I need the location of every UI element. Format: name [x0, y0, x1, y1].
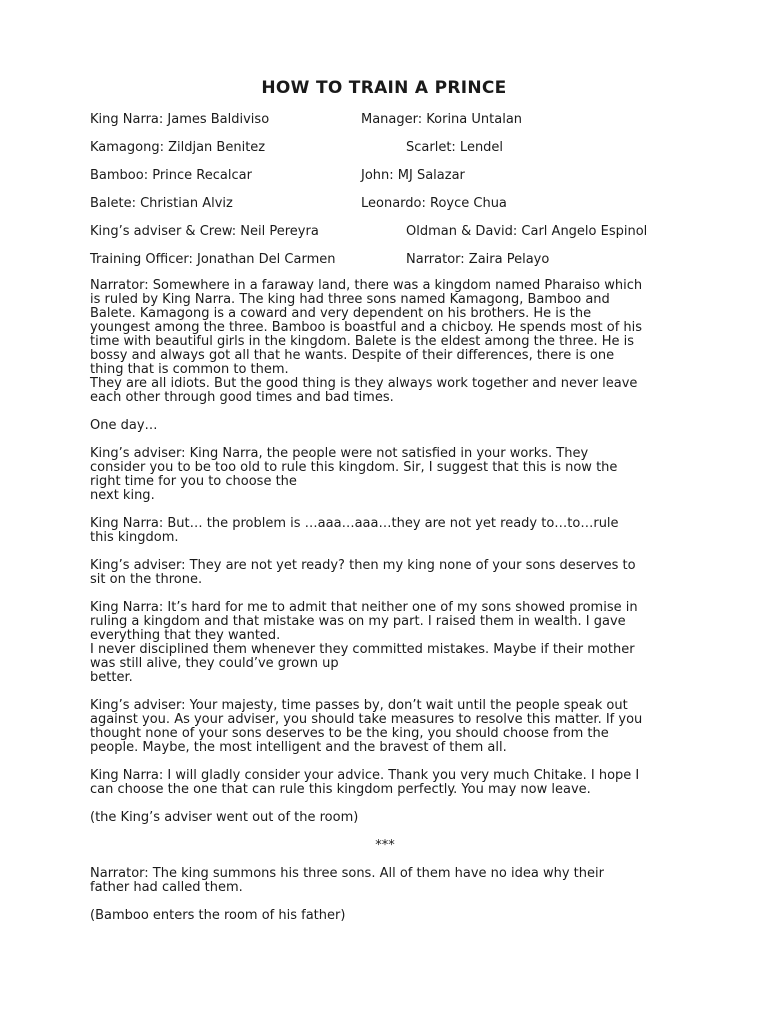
- cast-entry: Manager: Korina Untalan: [361, 112, 523, 127]
- script-line: Narrator: Somewhere in a faraway land, there was a kingdom named Pharaiso which: [90, 278, 643, 293]
- script-line: each other through good times and bad times.: [90, 390, 394, 405]
- script-paragraph: [90, 279, 690, 405]
- script-line: I never disciplined them whenever they committed mistakes. Maybe if their mother: [90, 642, 635, 657]
- cast-entry: John: MJ Salazar: [361, 168, 465, 183]
- script-line: ruling a kingdom and that mistake was on my part. I raised them in wealth. I gave: [90, 614, 626, 629]
- script-line: time with beautiful girls in the kingdom. Balete is the eldest among the three. He is: [90, 334, 635, 349]
- cast-entry: King’s adviser & Crew: Neil Pereyra: [90, 224, 319, 239]
- script-line: bossy and always got all that he wants. Despite of their differences, there is one: [90, 348, 615, 363]
- script-paragraph: [90, 447, 690, 503]
- script-paragraph: [90, 699, 690, 755]
- script-line: thought none of your sons deserves to be the king, you should choose from the: [90, 726, 609, 741]
- cast-entry: Scarlet: Lendel: [406, 140, 504, 155]
- script-line: sit on the throne.: [90, 572, 203, 587]
- script-paragraph: [80, 839, 690, 853]
- cast-entry: Kamagong: Zildjan Benitez: [90, 140, 266, 155]
- script-line: right time for you to choose the: [90, 474, 297, 489]
- script-line: They are all idiots. But the good thing is they always work together and never leave: [90, 376, 638, 391]
- script-paragraph: [90, 811, 690, 825]
- script-line: King’s adviser: Your majesty, time passes by, don’t wait until the people speak out: [90, 698, 628, 713]
- script-line: youngest among the three. Bamboo is boastful and a chicboy. He spends most of his: [90, 320, 643, 335]
- script-line: people. Maybe, the most intelligent and the bravest of them all.: [90, 740, 507, 755]
- script-paragraph: [90, 769, 690, 797]
- script-paragraph: [90, 517, 690, 545]
- script-line: thing that is common to them.: [90, 362, 289, 377]
- script-line: King’s adviser: They are not yet ready? then my king none of your sons deserves to: [90, 558, 636, 573]
- script-line: King Narra: It’s hard for me to admit that neither one of my sons showed promise in: [90, 600, 638, 615]
- script-line: One day…: [90, 418, 158, 433]
- script-line: ***: [375, 838, 395, 853]
- script-paragraph: [90, 867, 690, 895]
- cast-list: [0, 0, 768, 280]
- script-line: this kingdom.: [90, 530, 179, 545]
- cast-entry: Oldman & David: Carl Angelo Espinol: [406, 224, 648, 239]
- script-line: can choose the one that can rule this kingdom perfectly. You may now leave.: [90, 782, 591, 797]
- script-line: Narrator: The king summons his three sons. All of them have no idea why their: [90, 866, 604, 881]
- script-line: King’s adviser: King Narra, the people were not satisfied in your works. They: [90, 446, 589, 461]
- script-line: (Bamboo enters the room of his father): [90, 908, 346, 923]
- script-line: father had called them.: [90, 880, 243, 895]
- cast-entry: King Narra: James Baldiviso: [90, 112, 270, 127]
- script-line: King Narra: I will gladly consider your advice. Thank you very much Chitake. I hope I: [90, 768, 640, 783]
- script-paragraph: [90, 601, 690, 685]
- script-line: (the King’s adviser went out of the room): [90, 810, 359, 825]
- cast-entry: Balete: Christian Alviz: [90, 196, 233, 211]
- script-line: is ruled by King Narra. The king had three sons named Kamagong, Bamboo and: [90, 292, 610, 307]
- document-title: HOW TO TRAIN A PRINCE: [261, 78, 507, 98]
- script-line: better.: [90, 670, 133, 685]
- script-line: King Narra: But… the problem is …aaa…aaa…they are not yet ready to…to…rule: [90, 516, 619, 531]
- script-line: everything that they wanted.: [90, 628, 281, 643]
- cast-entry: Leonardo: Royce Chua: [361, 196, 507, 211]
- script-line: against you. As your adviser, you should take measures to resolve this matter. If you: [90, 712, 643, 727]
- cast-entry: Narrator: Zaira Pelayo: [406, 252, 550, 267]
- script-body: [90, 279, 690, 937]
- script-line: Balete. Kamagong is a coward and very dependent on his brothers. He is the: [90, 306, 592, 321]
- cast-entry: Bamboo: Prince Recalcar: [90, 168, 252, 183]
- script-line: next king.: [90, 488, 155, 503]
- script-paragraph: [90, 559, 690, 587]
- script-paragraph: [90, 419, 690, 433]
- script-line: consider you to be too old to rule this kingdom. Sir, I suggest that this is now the: [90, 460, 618, 475]
- cast-entry: Training Officer: Jonathan Del Carmen: [90, 252, 336, 267]
- script-paragraph: [90, 909, 690, 923]
- script-line: was still alive, they could’ve grown up: [90, 656, 339, 671]
